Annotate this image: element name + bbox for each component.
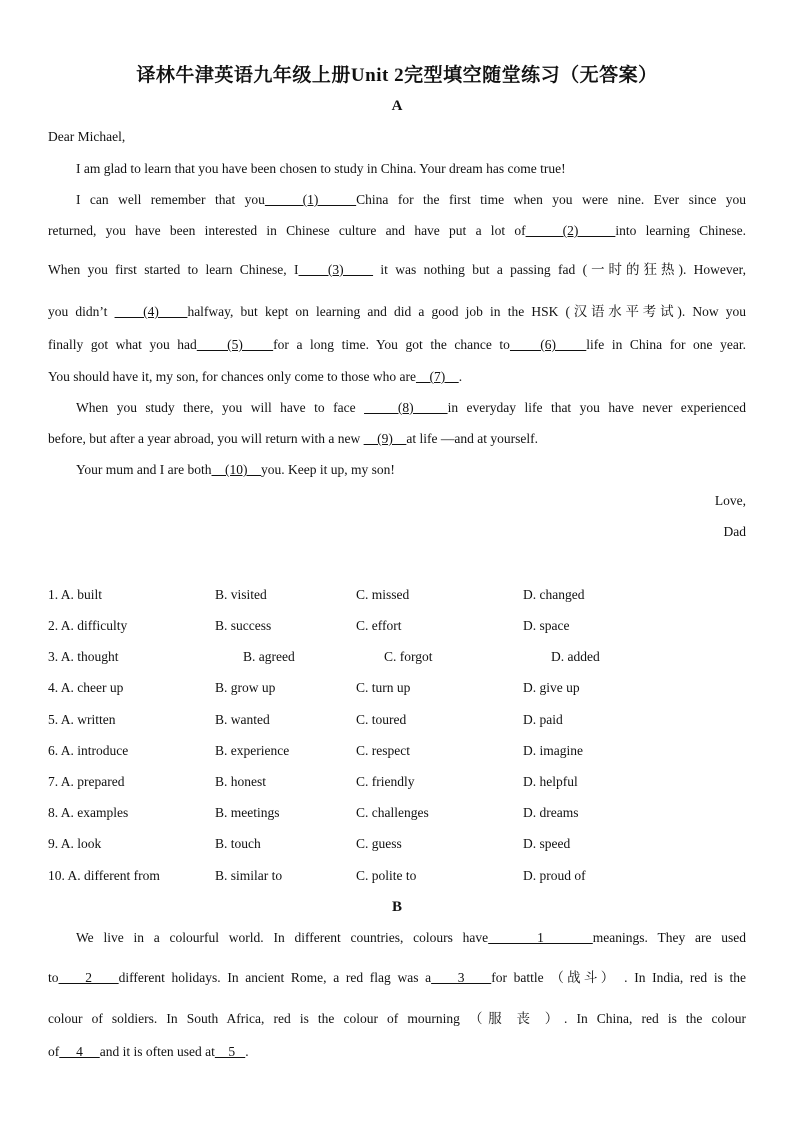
answer-blank[interactable]: 5 [214,1044,246,1059]
text-segment: for battle （战斗） . In India, red is the [491,970,747,985]
letter-line [48,300,746,320]
page-title: 译林牛津英语九年级上册Unit 2完型填空随堂练习（无答案） [136,65,658,86]
text-segment: When you first started to learn Chinese, I [48,262,299,277]
text-segment: When you study there, you will have to face [76,400,365,415]
answer-blank[interactable]: (6) [509,337,587,352]
letter-line [48,223,746,239]
answer-blank[interactable]: (2) [525,223,616,238]
section-a-label: A [391,98,403,114]
option-b[interactable]: B. wanted [215,712,270,727]
answer-blank[interactable]: 3 [431,970,492,985]
option-d[interactable]: D. proud of [523,868,586,883]
passage-line [48,1007,746,1027]
text-segment: finally got what you had [48,337,197,352]
option-b[interactable]: B. experience [215,743,290,758]
answer-blank[interactable]: (8) [364,400,448,415]
text-segment: We live in a colourful world. In different countries, colours have [76,930,489,945]
text-segment: . [458,369,463,384]
option-b[interactable]: B. success [215,618,272,633]
letter-line [76,462,746,478]
passage-line [48,966,746,986]
text-segment: meanings. They are used [592,930,746,945]
text-segment: colour of soldiers. In South Africa, red is the colour of mourning （服 丧 ）. In China, red is the colour [48,1011,746,1026]
option-c[interactable]: C. effort [356,618,402,633]
option-a[interactable]: 7. A. prepared [48,774,125,789]
text-segment: it was nothing but a passing fad (一时的狂热). However, [373,262,746,277]
text-segment: into learning Chinese. [615,223,746,238]
text-segment: you didn’t [48,304,115,319]
option-b[interactable]: B. grow up [215,680,276,695]
option-d[interactable]: D. helpful [523,774,578,789]
text-segment: Your mum and I are both [76,462,212,477]
option-d[interactable]: D. paid [523,712,563,727]
option-a[interactable]: 6. A. introduce [48,743,129,758]
text-segment: in everyday life that you have never experienced [447,400,746,415]
option-d[interactable]: D. space [523,618,570,633]
text-segment: I can well remember that you [76,192,265,207]
letter-line [48,431,746,447]
text-segment: and it is often used at [99,1044,215,1059]
option-c[interactable]: C. guess [356,836,402,851]
option-d[interactable]: D. give up [523,680,580,695]
option-a[interactable]: 10. A. different from [48,868,160,883]
option-c[interactable]: C. missed [356,587,410,602]
option-b[interactable]: B. agreed [243,649,295,664]
text-segment: returned, you have been interested in Chinese culture and have put a lot of [48,223,526,238]
text-segment: before, but after a year abroad, you will return with a new [48,431,364,446]
option-c[interactable]: C. polite to [356,868,417,883]
option-d[interactable]: D. changed [523,587,585,602]
option-a[interactable]: 2. A. difficulty [48,618,128,633]
letter-line [48,258,746,278]
option-b[interactable]: B. honest [215,774,267,789]
text-segment: you. Keep it up, my son! [261,462,395,477]
letter-line [76,192,746,208]
answer-blank[interactable]: (7) [415,369,459,384]
option-c[interactable]: C. toured [356,712,407,727]
text-segment: life in China for one year. [586,337,746,352]
option-d[interactable]: D. imagine [523,743,583,758]
text-segment: for a long time. You got the chance to [273,337,510,352]
option-c[interactable]: C. respect [356,743,410,758]
answer-blank[interactable]: (9) [363,431,407,446]
option-b[interactable]: B. similar to [215,868,283,883]
answer-blank[interactable]: 2 [58,970,119,985]
option-a[interactable]: 8. A. examples [48,805,129,820]
answer-blank[interactable]: (3) [298,262,374,277]
answer-blank[interactable]: (5) [196,337,274,352]
option-b[interactable]: B. touch [215,836,261,851]
option-b[interactable]: B. visited [215,587,267,602]
option-a[interactable]: 9. A. look [48,836,102,851]
section-b-label: B [391,899,402,915]
text-segment: to [48,970,59,985]
text-segment: halfway, but kept on learning and did a good job in the HSK (汉语水平考试). Now you [187,304,746,319]
letter-signature: Dad [723,524,746,539]
answer-blank[interactable]: 1 [488,930,593,945]
letter-line [48,337,746,353]
text-segment: . [245,1044,249,1059]
answer-blank[interactable]: (1) [264,192,357,207]
option-c[interactable]: C. turn up [356,680,411,695]
option-a[interactable]: 4. A. cheer up [48,680,124,695]
option-d[interactable]: D. dreams [523,805,579,820]
passage-line [76,930,746,946]
option-d[interactable]: D. added [551,649,600,664]
text-segment: at life —and at yourself. [406,431,538,446]
answer-blank[interactable]: 4 [59,1044,100,1059]
letter-greeting: Dear Michael, [48,129,126,144]
option-c[interactable]: C. forgot [384,649,433,664]
text-segment: China for the first time when you were nine. Ever since you [356,192,747,207]
letter-line [76,161,746,177]
option-b[interactable]: B. meetings [215,805,280,820]
answer-blank[interactable]: (10) [211,462,261,477]
text-segment: You should have it, my son, for chances only come to those who are [48,369,416,384]
text-segment: I am glad to learn that you have been chosen to study in China. Your dream has come true! [76,161,566,176]
option-c[interactable]: C. challenges [356,805,429,820]
option-d[interactable]: D. speed [523,836,571,851]
letter-line [76,400,746,416]
option-a[interactable]: 5. A. written [48,712,116,727]
text-segment: different holidays. In ancient Rome, a red flag was a [118,970,432,985]
option-c[interactable]: C. friendly [356,774,415,789]
text-segment: of [48,1044,60,1059]
option-a[interactable]: 3. A. thought [48,649,119,664]
letter-line [48,369,746,385]
option-a[interactable]: 1. A. built [48,587,103,602]
passage-line [48,1044,746,1060]
answer-blank[interactable]: (4) [114,304,188,319]
letter-signoff: Love, [714,493,746,508]
